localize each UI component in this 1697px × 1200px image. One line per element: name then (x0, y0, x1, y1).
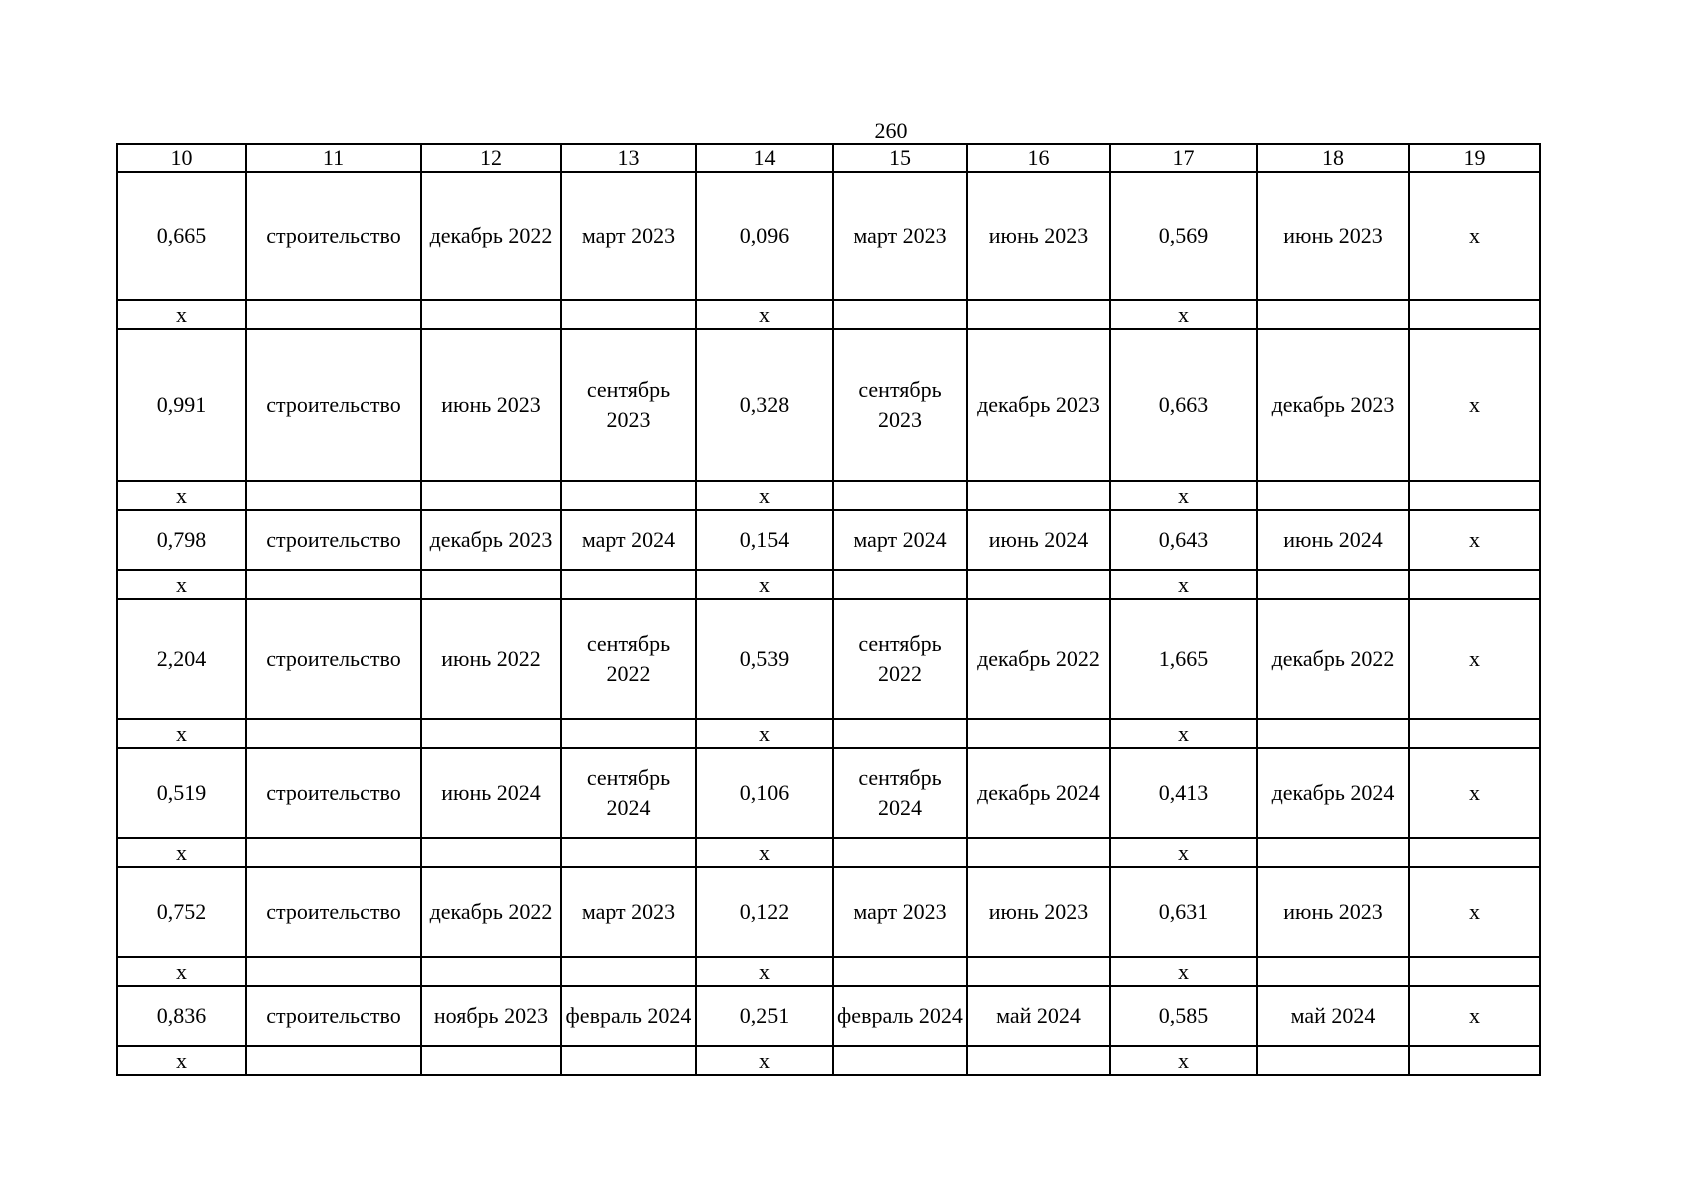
table-cell (1409, 570, 1540, 599)
table-cell: декабрь 2024 (967, 748, 1110, 838)
table-cell: х (117, 838, 246, 867)
table-cell: 0,991 (117, 329, 246, 481)
table-cell: строительство (246, 172, 421, 300)
table-row (117, 867, 1540, 957)
table-cell: декабрь 2023 (967, 329, 1110, 481)
table-cell (967, 719, 1110, 748)
table-cell (833, 1046, 967, 1075)
table-cell (561, 957, 696, 986)
table-cell: июнь 2023 (967, 172, 1110, 300)
table-cell: март 2024 (833, 510, 967, 570)
table-cell: х (117, 1046, 246, 1075)
table-cell: 1,665 (1110, 599, 1257, 719)
table-cell (421, 481, 561, 510)
table-cell: декабрь 2023 (421, 510, 561, 570)
table-cell: х (117, 481, 246, 510)
table-cell: сентябрь 2023 (561, 329, 696, 481)
table-cell: 0,569 (1110, 172, 1257, 300)
table-row (117, 986, 1540, 1046)
table-cell: 0,106 (696, 748, 833, 838)
table-cell: строительство (246, 599, 421, 719)
table-cell: х (696, 481, 833, 510)
header-cell: 13 (561, 144, 696, 172)
table-cell: март 2023 (561, 867, 696, 957)
table-cell (1257, 1046, 1409, 1075)
table-cell (967, 570, 1110, 599)
table-cell: 2,204 (117, 599, 246, 719)
table-cell (967, 300, 1110, 329)
table-cell: х (1110, 719, 1257, 748)
table-cell: май 2024 (1257, 986, 1409, 1046)
table-cell (421, 957, 561, 986)
header-cell: 15 (833, 144, 967, 172)
table-cell: х (1409, 510, 1540, 570)
table-cell: х (1409, 867, 1540, 957)
table-cell: декабрь 2022 (967, 599, 1110, 719)
table-row-x (117, 570, 1540, 599)
table-cell: 0,643 (1110, 510, 1257, 570)
table-cell: х (696, 838, 833, 867)
header-cell: 10 (117, 144, 246, 172)
table-cell (1257, 570, 1409, 599)
table-cell (967, 481, 1110, 510)
table-cell: май 2024 (967, 986, 1110, 1046)
table-cell: июнь 2024 (1257, 510, 1409, 570)
table-cell: декабрь 2022 (1257, 599, 1409, 719)
table-cell (1257, 300, 1409, 329)
table-cell: строительство (246, 510, 421, 570)
table-cell: сентябрь 2024 (833, 748, 967, 838)
table-cell (561, 719, 696, 748)
table-cell: 0,251 (696, 986, 833, 1046)
header-row (117, 144, 1540, 172)
table-cell: 0,122 (696, 867, 833, 957)
header-cell: 16 (967, 144, 1110, 172)
table-row-x (117, 1046, 1540, 1075)
table-cell: 0,665 (117, 172, 246, 300)
table-cell (246, 570, 421, 599)
table-cell: июнь 2023 (1257, 172, 1409, 300)
table-cell: строительство (246, 329, 421, 481)
table-cell: 0,413 (1110, 748, 1257, 838)
table-cell (561, 481, 696, 510)
table-cell: 0,585 (1110, 986, 1257, 1046)
header-cell: 17 (1110, 144, 1257, 172)
table-cell: сентябрь 2023 (833, 329, 967, 481)
table-cell: х (696, 719, 833, 748)
table-cell: 0,836 (117, 986, 246, 1046)
table-cell (561, 300, 696, 329)
table-cell: х (1409, 329, 1540, 481)
table-cell (967, 957, 1110, 986)
table-cell: 0,154 (696, 510, 833, 570)
table-cell: х (117, 719, 246, 748)
table-cell (833, 481, 967, 510)
table-cell (1409, 719, 1540, 748)
table-row (117, 510, 1540, 570)
table-cell: х (1110, 1046, 1257, 1075)
table-cell (833, 570, 967, 599)
table-cell: ноябрь 2023 (421, 986, 561, 1046)
table-cell: строительство (246, 986, 421, 1046)
table-cell (561, 1046, 696, 1075)
table-cell: х (117, 570, 246, 599)
table-cell: июнь 2024 (421, 748, 561, 838)
table-cell (246, 838, 421, 867)
table-cell: х (1110, 481, 1257, 510)
table-row-x (117, 481, 1540, 510)
table-cell: х (696, 570, 833, 599)
header-cell: 18 (1257, 144, 1409, 172)
page-number: 260 (874, 118, 908, 143)
table-cell: строительство (246, 867, 421, 957)
table-cell: строительство (246, 748, 421, 838)
table-row (117, 748, 1540, 838)
table-cell: декабрь 2023 (1257, 329, 1409, 481)
table-cell: х (1110, 957, 1257, 986)
table-cell (561, 570, 696, 599)
table-cell (833, 300, 967, 329)
table-cell: 0,798 (117, 510, 246, 570)
table-cell: сентябрь 2022 (561, 599, 696, 719)
table-cell: декабрь 2022 (421, 172, 561, 300)
table-cell (421, 300, 561, 329)
table-cell: июнь 2023 (967, 867, 1110, 957)
header-cell: 14 (696, 144, 833, 172)
table-cell (1257, 838, 1409, 867)
table-cell: х (1110, 838, 1257, 867)
table-cell: март 2024 (561, 510, 696, 570)
table-cell: х (1409, 172, 1540, 300)
table-cell: июнь 2023 (421, 329, 561, 481)
table-cell (1257, 481, 1409, 510)
table-cell: х (1110, 300, 1257, 329)
table-row (117, 599, 1540, 719)
table-cell: декабрь 2024 (1257, 748, 1409, 838)
table-cell (833, 719, 967, 748)
table-cell: х (696, 957, 833, 986)
table-cell: х (696, 1046, 833, 1075)
table-cell: 0,752 (117, 867, 246, 957)
table-cell (967, 838, 1110, 867)
table-row (117, 329, 1540, 481)
table-row-x (117, 300, 1540, 329)
table-cell: х (117, 957, 246, 986)
table-cell (421, 838, 561, 867)
table-cell: март 2023 (833, 867, 967, 957)
table-cell: март 2023 (561, 172, 696, 300)
table-cell: 0,519 (117, 748, 246, 838)
table-cell (1409, 1046, 1540, 1075)
table-cell: х (1409, 599, 1540, 719)
table-cell (246, 957, 421, 986)
table-row-x (117, 957, 1540, 986)
table-cell: х (696, 300, 833, 329)
header-cell: 19 (1409, 144, 1540, 172)
table-cell: февраль 2024 (833, 986, 967, 1046)
table-cell: 0,539 (696, 599, 833, 719)
table-cell: июнь 2024 (967, 510, 1110, 570)
table-cell: х (1409, 748, 1540, 838)
table-cell (1257, 719, 1409, 748)
table-row-x (117, 838, 1540, 867)
table-cell (1257, 957, 1409, 986)
table-row-x (117, 719, 1540, 748)
table-cell (421, 719, 561, 748)
table-cell (246, 481, 421, 510)
table-cell: х (1409, 986, 1540, 1046)
data-table (116, 143, 1541, 1076)
table-cell (246, 719, 421, 748)
table-cell: декабрь 2022 (421, 867, 561, 957)
table-cell (1409, 838, 1540, 867)
table-cell (421, 1046, 561, 1075)
table-cell: июнь 2022 (421, 599, 561, 719)
table-cell: июнь 2023 (1257, 867, 1409, 957)
table-cell: х (117, 300, 246, 329)
table-cell (1409, 300, 1540, 329)
table-cell (561, 838, 696, 867)
header-cell: 11 (246, 144, 421, 172)
table-cell (421, 570, 561, 599)
table-body (117, 144, 1540, 1075)
table-cell (246, 1046, 421, 1075)
table-cell (833, 957, 967, 986)
header-cell: 12 (421, 144, 561, 172)
table-cell: сентябрь 2024 (561, 748, 696, 838)
table-cell: х (1110, 570, 1257, 599)
table-cell: 0,631 (1110, 867, 1257, 957)
table-row (117, 172, 1540, 300)
table-cell: 0,663 (1110, 329, 1257, 481)
table-cell (246, 300, 421, 329)
table-cell: 0,328 (696, 329, 833, 481)
table-cell (833, 838, 967, 867)
table-cell: февраль 2024 (561, 986, 696, 1046)
table-cell (1409, 481, 1540, 510)
table-cell: март 2023 (833, 172, 967, 300)
table-cell (1409, 957, 1540, 986)
table-cell: сентябрь 2022 (833, 599, 967, 719)
table-cell: 0,096 (696, 172, 833, 300)
table-cell (967, 1046, 1110, 1075)
